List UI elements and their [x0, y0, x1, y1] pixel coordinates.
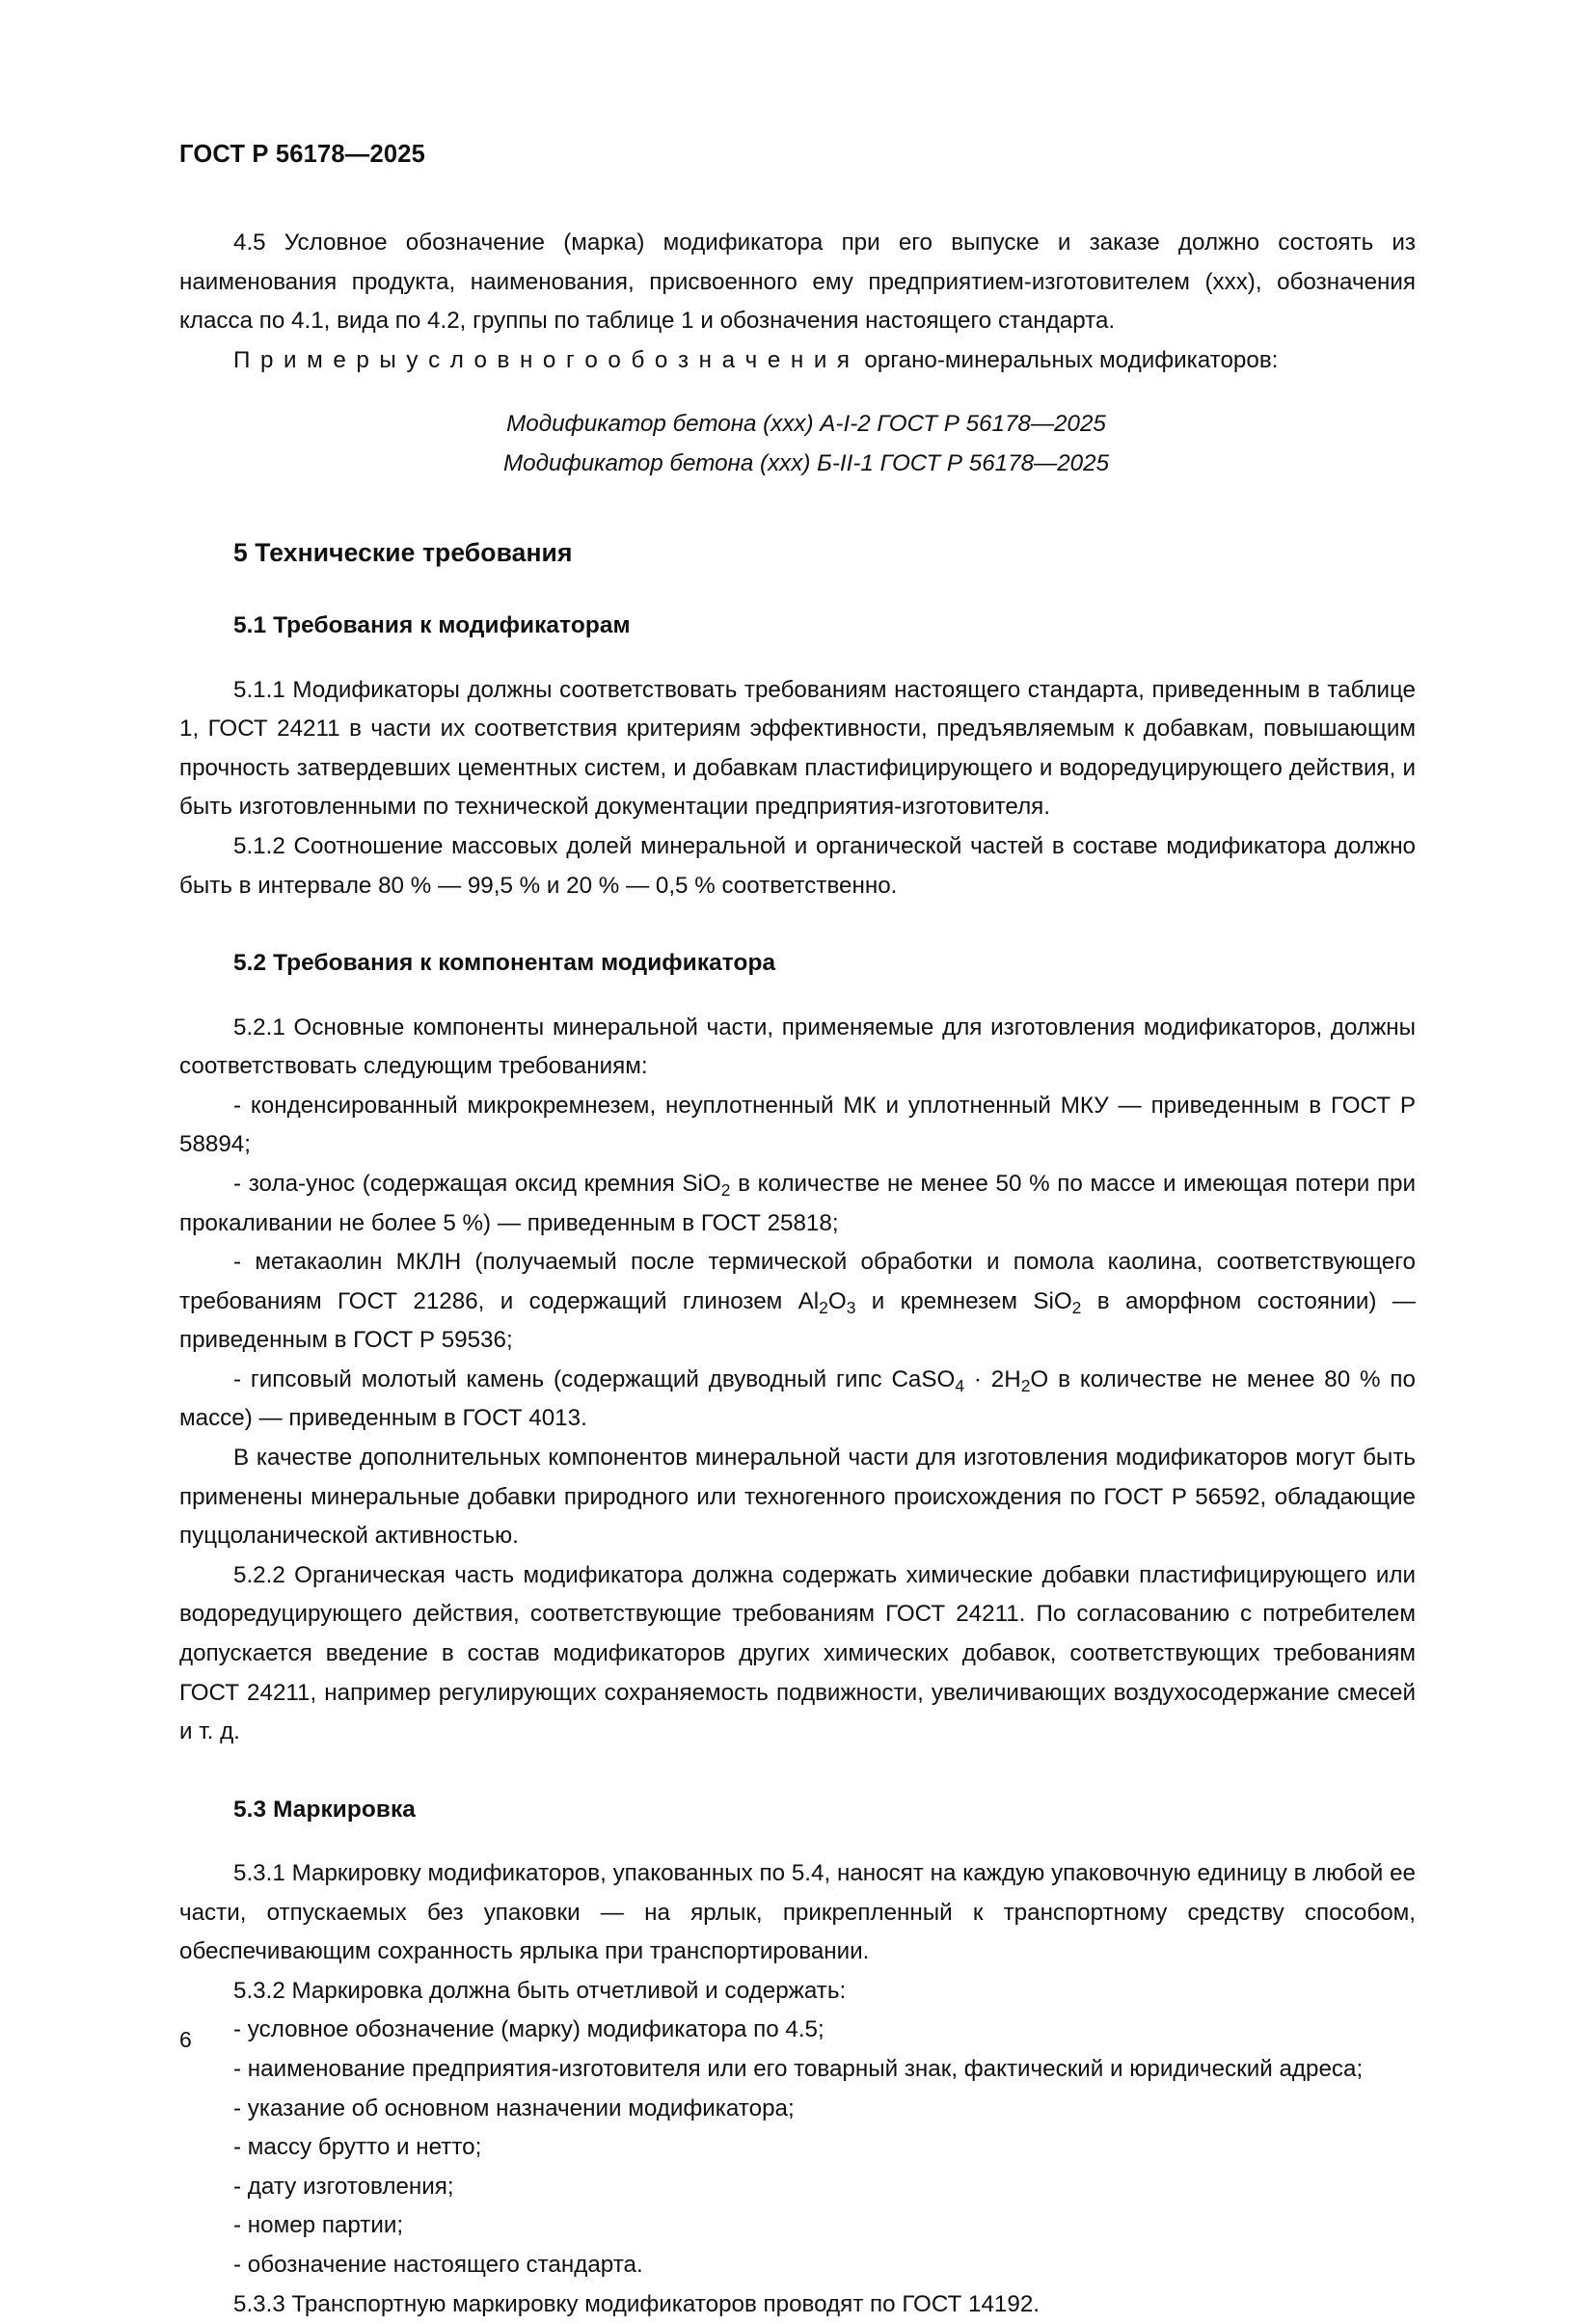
gypsum-text-mid: · 2H — [964, 1365, 1021, 1392]
section-5-2-heading: 5.2 Требования к компонентам модификатора — [233, 950, 776, 977]
example-designation-1: Модификатор бетона (ххх) А-I-2 ГОСТ Р 56178—2025 — [506, 411, 1106, 438]
fly-ash-text-pre: - зола-унос (содержащая оксид кремния SiO — [233, 1170, 721, 1197]
page-number: 6 — [179, 2027, 192, 2052]
marking-item-mass: - массу брутто и нетто; — [233, 2134, 482, 2161]
h2o-subscript-2: 2 — [1020, 1375, 1031, 1395]
al2o3-subscript-3: 3 — [846, 1297, 856, 1317]
clause-4-5-paragraph: 4.5 Условное обозначение (марка) модификатора при его выпуске и заказе должно состоять из наименования продукта, наименования, присвоенного ему предприятием-изготовителем (ххх), обозначения класса по 4.1, вида по 4.2, группы по таблице 1 и обозначения настоящего стандарта. — [179, 230, 1416, 335]
metakaolin-text-pre: - метакаолин МКЛН (получаемый после термической обработки и помола каолина, соответствующего требованиям ГОСТ 21286, и содержащий глинозем Al — [179, 1249, 1416, 1314]
marking-item-purpose: - указание об основном назначении модификатора; — [233, 2094, 795, 2121]
section-5-heading: 5 Технические требования — [233, 537, 573, 567]
clause-5-2-2-paragraph: 5.2.2 Органическая часть модификатора должна содержать химические добавки пластифицирующего или водоредуцирующего действия, соответствующие требованиям ГОСТ 24211. По согласованию с потребителем допускается введение в состав модификаторов других химических добавок, соответствующих требованиям ГОСТ 24211, например регулирующих сохраняемость подвижности, увеличивающих воздухосодержание смесей и т. д. — [179, 1561, 1416, 1745]
clause-5-1-2-paragraph: 5.1.2 Соотношение массовых долей минеральной и органической частей в составе модификатора должно быть в интервале 80 % — 99,5 % и 20 % — 0,5 % соответственно. — [179, 833, 1416, 899]
clause-5-2-1-paragraph: 5.2.1 Основные компоненты минеральной части, применяемые для изготовления модификаторов, должны соответствовать следующим требованиям: — [179, 1013, 1416, 1080]
marking-item-designation: - условное обозначение (марку) модификатора по 4.5; — [233, 2016, 825, 2043]
al2o3-subscript-2: 2 — [819, 1297, 828, 1317]
examples-intro-spaced: П р и м е р ы у с л о в н о г о о б о з н а ч е н и я — [233, 346, 852, 373]
metakaolin-text-mid2: и кремнезем SiO — [855, 1287, 1072, 1314]
mineral-component-item-microsilica: - конденсированный микрокремнезем, неуплотненный МК и уплотненный МКУ — приведенным в ГОСТ Р 58894; — [179, 1092, 1416, 1158]
marking-item-standard: - обозначение настоящего стандарта. — [233, 2252, 643, 2279]
sio2-subscript-metakaolin: 2 — [1071, 1297, 1082, 1317]
gypsum-text-pre: - гипсовый молотый камень (содержащий двуводный гипс CaSO — [233, 1365, 956, 1392]
gypsum-text-tail: O в количестве не менее 80 % по массе) — приведенным в ГОСТ 4013. — [179, 1365, 1416, 1432]
example-designation-2: Модификатор бетона (ххх) Б-II-1 ГОСТ Р 56178—2025 — [502, 450, 1110, 477]
marking-item-date: - дату изготовления; — [233, 2173, 454, 2200]
caso4-subscript-4: 4 — [955, 1375, 964, 1395]
clause-5-3-3-paragraph: 5.3.3 Транспортную маркировку модификаторов проводят по ГОСТ 14192. — [233, 2290, 1041, 2317]
document-header: ГОСТ Р 56178—2025 — [179, 141, 426, 168]
page-content — [179, 141, 1416, 2324]
fly-ash-text-mid: в количестве не менее 50 % по массе и имеющая потери при прокаливании не более 5 %) — приведенным в ГОСТ 25818; — [179, 1170, 1416, 1236]
section-5-1-heading: 5.1 Требования к модификаторам — [233, 612, 631, 639]
section-5-3-heading: 5.3 Маркировка — [233, 1796, 416, 1823]
examples-intro-line — [179, 341, 1416, 381]
mineral-component-item-gypsum — [179, 1361, 1416, 1439]
sio2-subscript-fly-ash: 2 — [720, 1179, 731, 1200]
marking-item-manufacturer: - наименование предприятия-изготовителя или его товарный знак, фактический и юридический адреса; — [233, 2056, 1364, 2083]
clause-5-3-2-paragraph: 5.3.2 Маркировка должна быть отчетливой и содержать: — [233, 1977, 847, 2004]
clause-5-3-1-paragraph: 5.3.1 Маркировку модификаторов, упакованных по 5.4, наносят на каждую упаковочную единицу в любой ее части, отпускаемых без упаковки — на ярлык, прикрепленный к транспортному средству способом, обеспечивающим сохранность ярлыка при транспортировании. — [179, 1860, 1416, 1965]
clause-5-1-1-paragraph: 5.1.1 Модификаторы должны соответствовать требованиям настоящего стандарта, приведенным в таблице 1, ГОСТ 24211 в части их соответствия критериям эффективности, предъявляемым к добавкам, повышающим прочность затвердевших цементных систем, и добавкам пластифицирующего и водоредуцирующего действия, и быть изготовленными по технической документации предприятия-изготовителя. — [179, 676, 1416, 821]
mineral-component-item-fly-ash — [179, 1165, 1416, 1243]
mineral-component-item-metakaolin — [179, 1243, 1416, 1361]
additional-components-paragraph: В качестве дополнительных компонентов минеральной части для изготовления модификаторов могут быть применены минеральные добавки природного или техногенного происхождения по ГОСТ Р 56592, обладающие пуццоланической активностью. — [179, 1445, 1416, 1550]
al2o3-oxygen: O — [827, 1287, 847, 1314]
metakaolin-text-tail: в аморфном состоянии) — приведенным в ГОСТ Р 59536; — [179, 1287, 1416, 1354]
marking-item-batch: - номер партии; — [233, 2212, 404, 2239]
examples-intro-tail: органо-минеральных модификаторов: — [864, 346, 1279, 373]
